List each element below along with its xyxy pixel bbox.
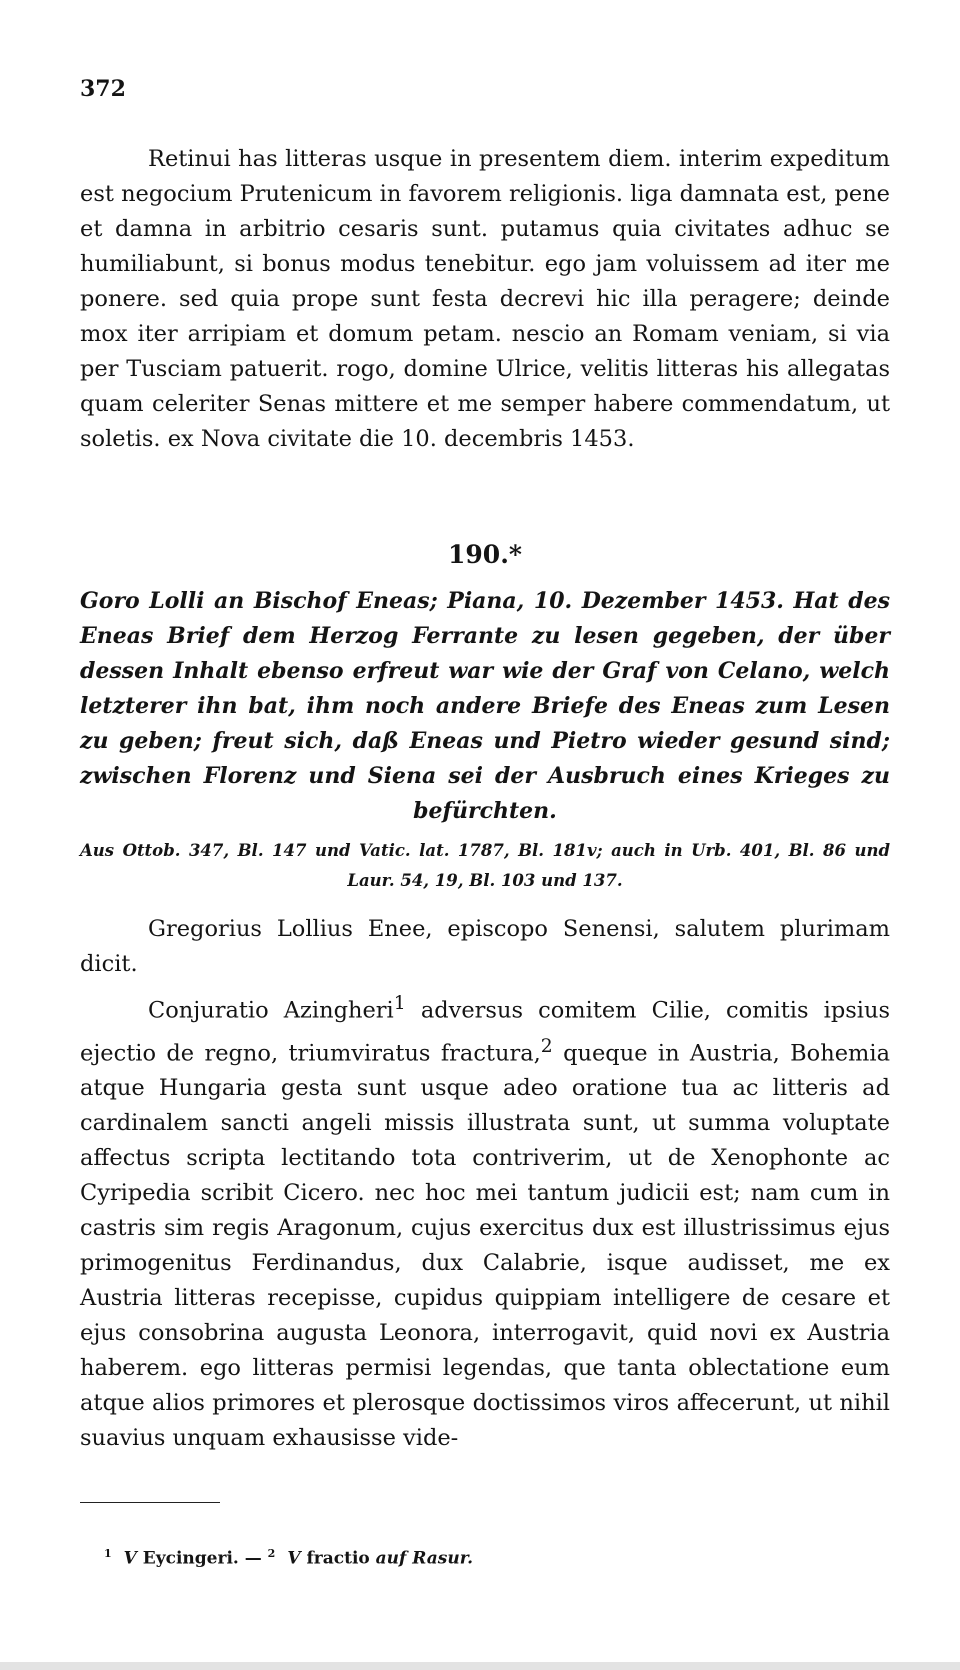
footnote-ref-2: 2 bbox=[540, 1035, 553, 1057]
letter-regest: Goro Lolli an Bischof Eneas; Piana, 10. Dezember 1453. Hat des Eneas Brief dem Herzog Ferrante zu lesen gegeben, der über dessen Inhalt ebenso erfreut war wie der Graf von Celano, welch letzterer ihn bat, ihm noch andere Briefe des Eneas zum Lesen zu geben; freut sich, daß Eneas und Pietro wieder gesund sind; zwischen Florenz und Siena sei der Ausbruch eines Krieges zu befürchten. bbox=[80, 588, 890, 824]
letter-body-part-3: queque in Austria, Bohemia atque Hungaria gesta sunt usque adeo oratione tua ac litteris ad cardinalem sancti angeli missis illustrata sunt, ut summa voluptate affectus scripta lectitando tota contriverim, ut de Xenophonte ac Cyripedia scribit Cicero. nec hoc mei tantum judicii est; nam cum in castris sim regis Aragonum, cujus exercitus dux est illustrissimus ejus primogenitus Ferdinandus, dux Calabrie, isque audisset, me ex Austria litteras recepisse, cupidus quippiam intelligere de cesare et ejus consobrina augusta Leonora, interrogavit, quid novi ex Austria haberem. ego litteras permisi legendas, que tanta oblectatione eum atque alios primores et plerosque doctissimos viros affecerunt, ut nihil suavius unquam exhausisse vide- bbox=[80, 1040, 890, 1451]
previous-letter-ending: Retinui has litteras usque in presentem diem. interim expeditum est negocium Prutenicum in favorem religionis. liga damnata est, pene et damna in arbitrio cesaris sunt. putamus quia civitates adhuc se humiliabunt, si bonus modus tenebitur. ego jam voluissem ad iter me ponere. sed quia prope sunt festa decrevi hic illa peragere; deinde mox iter arripiam et domum petam. nescio an Romam veniam, si via per Tusciam patuerit. rogo, domine Ulrice, velitis litteras his allegatas quam celeriter Senas mittere et me semper habere commendatum, ut soletis. ex Nova civitate die 10. decembris 1453. bbox=[80, 146, 890, 452]
footnote-ref-1: 1 bbox=[393, 993, 406, 1014]
footnotes bbox=[104, 1542, 804, 1571]
letter-salutation: Gregorius Lollius Enee, episcopo Senensi, salutem plurimam dicit. bbox=[80, 916, 890, 977]
footnote-1-mark: 1 bbox=[104, 1547, 112, 1560]
scan-bottom-edge bbox=[0, 1662, 960, 1670]
letter-body bbox=[80, 986, 890, 1456]
source-citation: Aus Ottob. 347, Bl. 147 und Vatic. lat. 1787, Bl. 181v; auch in Urb. 401, Bl. 86 und Laur. 54, 19, Bl. 103 und 137. bbox=[80, 841, 890, 890]
footnote-2-mark: 2 bbox=[267, 1547, 276, 1560]
footnote-divider bbox=[80, 1502, 220, 1503]
footnote-2-siglum: V bbox=[287, 1548, 301, 1569]
page-number: 372 bbox=[80, 76, 126, 102]
footnote-2-note: auf Rasur. bbox=[375, 1548, 474, 1569]
footnote-1-siglum: V bbox=[123, 1548, 137, 1569]
footnote-2-text: fractio bbox=[306, 1548, 370, 1569]
document-page bbox=[80, 0, 890, 1670]
letter-number: 190.* bbox=[448, 540, 522, 569]
letter-body-part-1: Conjuratio Azingheri bbox=[148, 997, 394, 1024]
letter-body-part-2: adversus comitem Cilie, comitis ipsius ejectio de regno, triumviratus fractura, bbox=[80, 997, 891, 1066]
footnote-1-text: Eycingeri. — bbox=[142, 1548, 262, 1569]
